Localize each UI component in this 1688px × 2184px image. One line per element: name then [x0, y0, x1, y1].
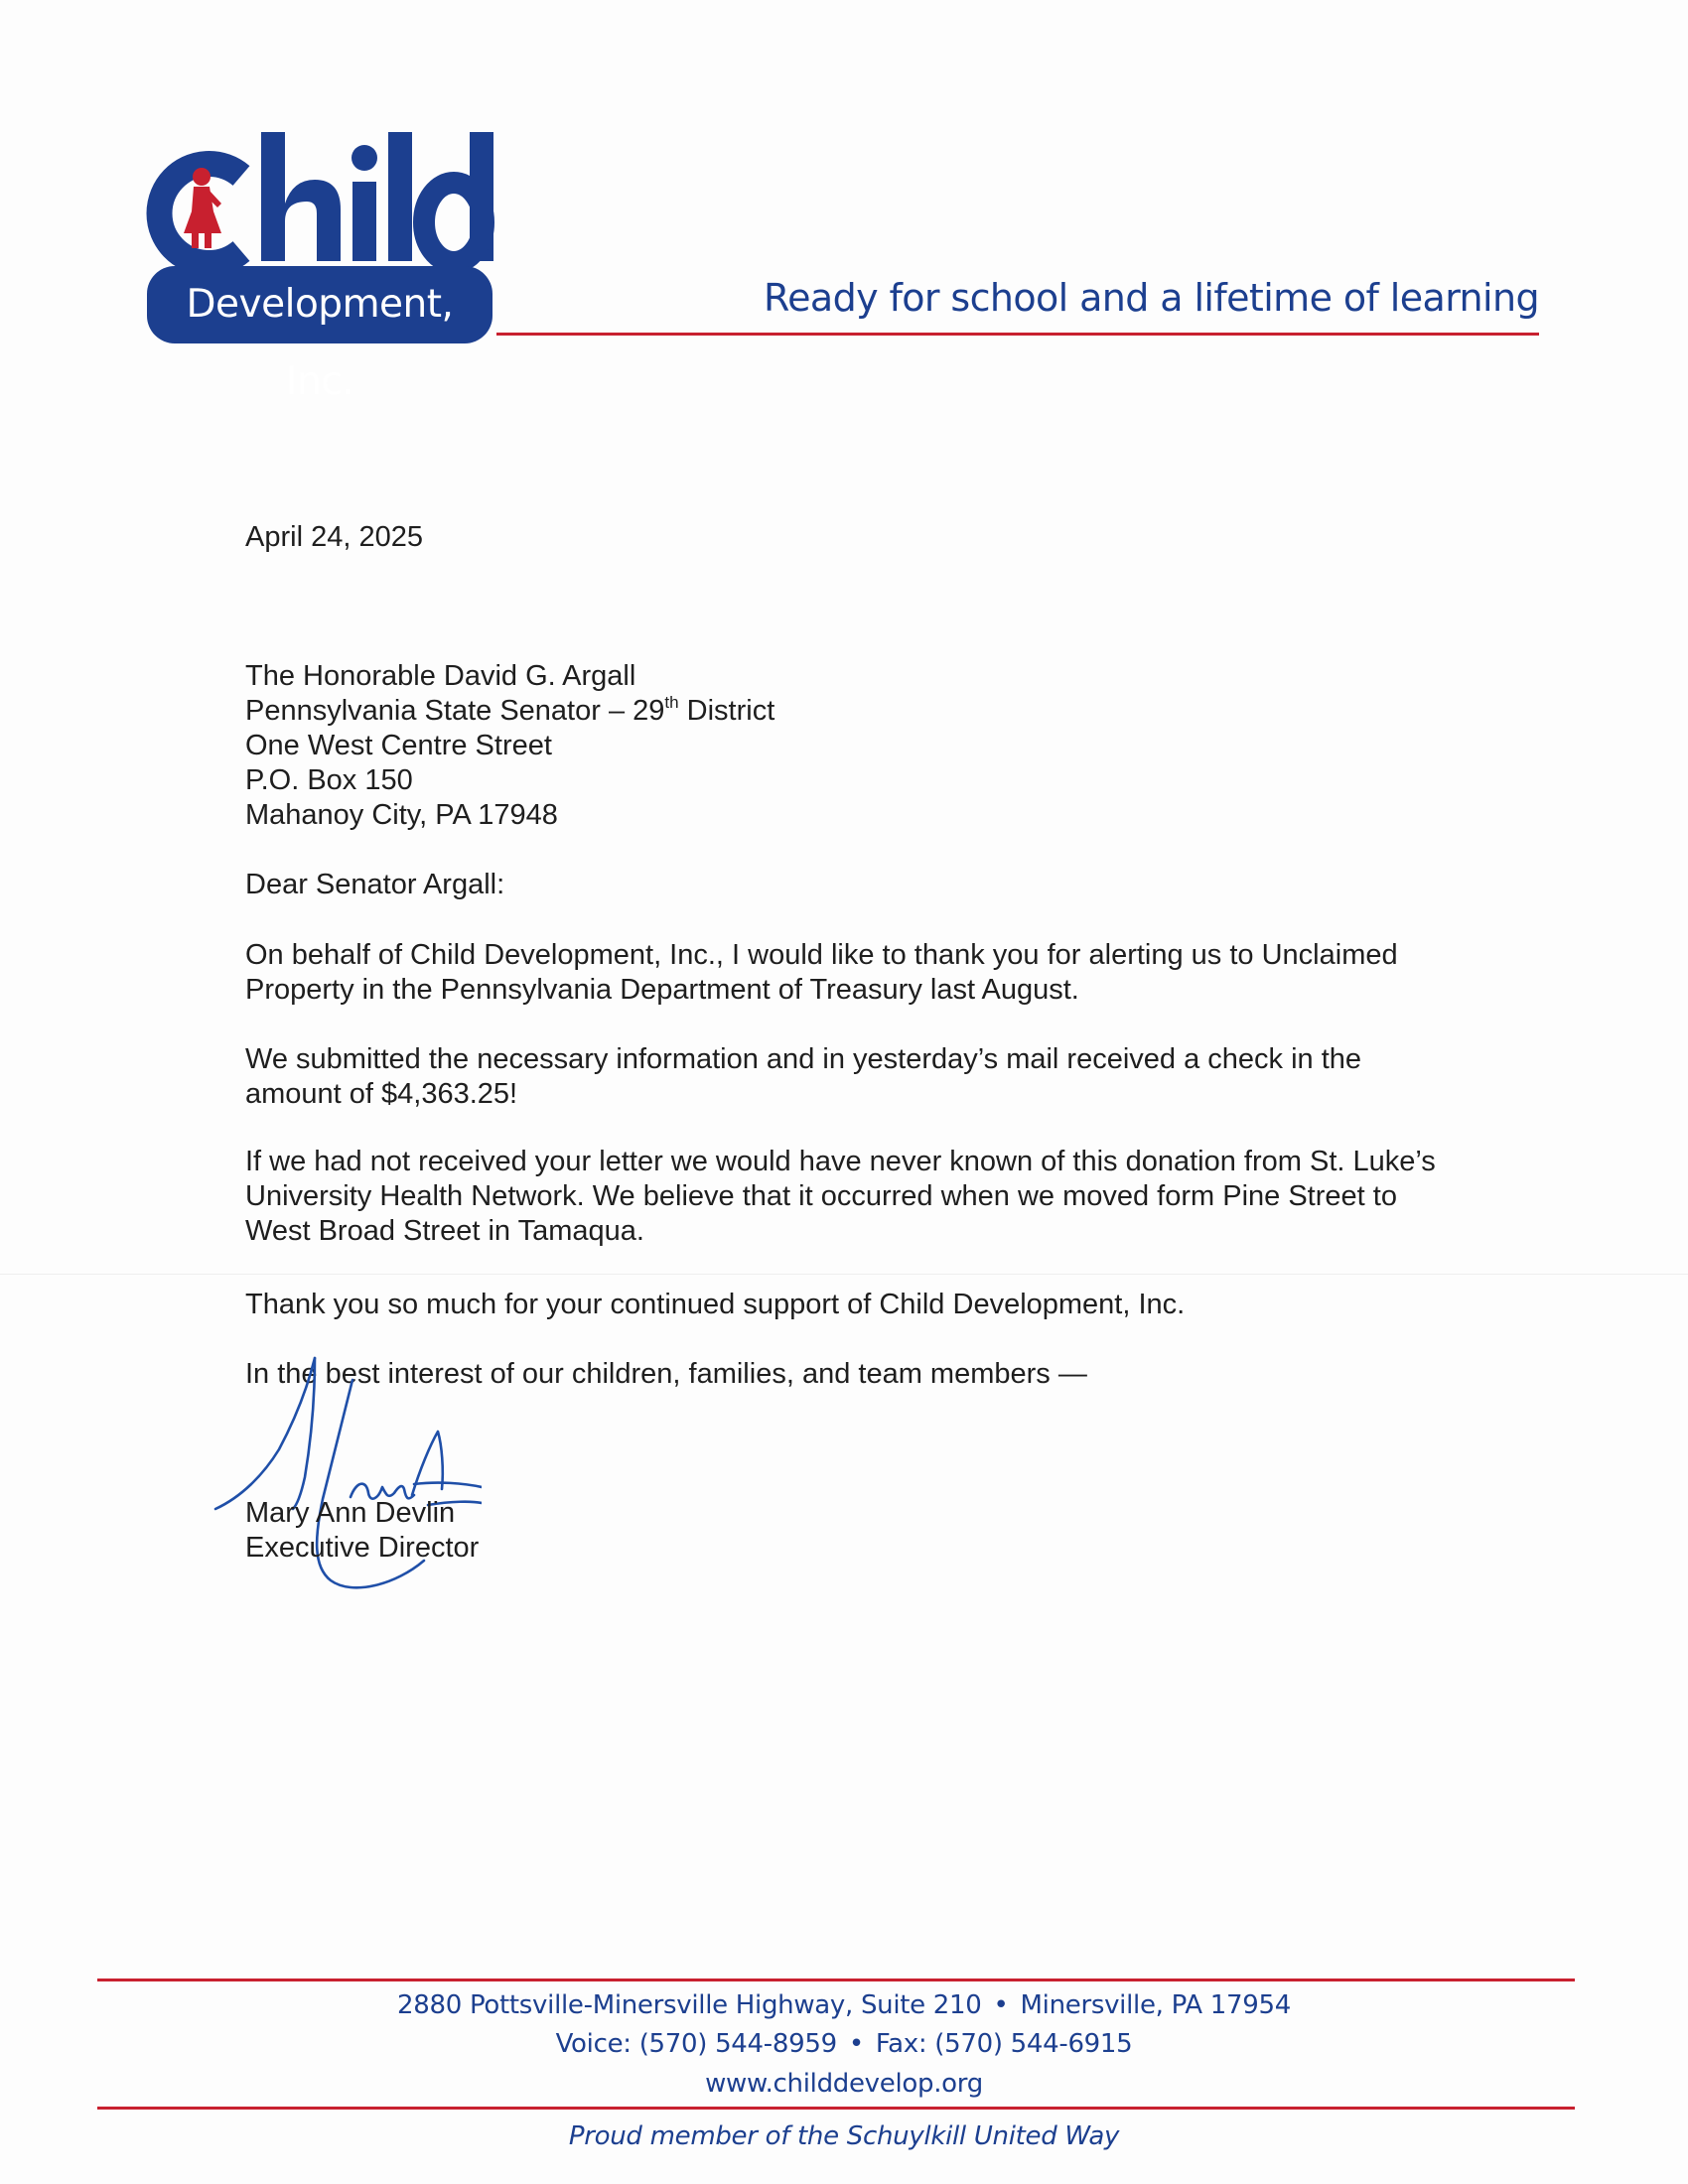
- signer-name: Mary Ann Devlin: [245, 1497, 456, 1529]
- scan-artifact-line: [0, 1274, 1688, 1275]
- footer-membership: Proud member of the Schuylkill United Way: [568, 2121, 1120, 2151]
- salutation: Dear Senator Argall:: [245, 869, 505, 900]
- signer-title: Executive Director: [245, 1532, 480, 1564]
- footer-address: [0, 1987, 1688, 2023]
- footer-phone: [0, 2026, 1688, 2062]
- footer-website: www.childdevelop.org: [705, 2069, 983, 2099]
- paragraph-donation: If we had not received your letter we would have never known of this donation from St. Luke’s University Health Network. We believe that it occurred when we moved form Pine Street to West Broad Street in Tamaqua.: [245, 1146, 1436, 1247]
- paragraph-check: We submitted the necessary information and in yesterday’s mail received a check in the amount of $4,363.25!: [245, 1043, 1362, 1110]
- recipient-title: [245, 694, 1457, 729]
- header-divider: [496, 333, 1539, 336]
- recipient-name: The Honorable David G. Argall: [245, 660, 636, 692]
- logo-subtitle: Development, Inc.: [147, 266, 492, 343]
- tagline: Ready for school and a lifetime of learning: [764, 276, 1539, 320]
- recipient-title-prefix: Pennsylvania State Senator – 29: [245, 695, 665, 727]
- recipient-po-box: P.O. Box 150: [245, 764, 413, 796]
- recipient-title-rest: District: [678, 695, 775, 727]
- footer-separator: •: [848, 2029, 864, 2059]
- recipient-address: [245, 659, 1457, 833]
- footer-divider-top: [97, 1979, 1575, 1981]
- recipient-city: Mahanoy City, PA 17948: [245, 799, 558, 831]
- footer-address-city: Minersville, PA 17954: [1020, 1990, 1291, 2020]
- handwritten-signature: [204, 1350, 482, 1618]
- recipient-title-ordinal: th: [664, 693, 679, 712]
- recipient-street: One West Centre Street: [245, 730, 552, 761]
- logo-wordmark: [144, 124, 501, 273]
- footer-voice: Voice: (570) 544-8959: [555, 2029, 837, 2059]
- organization-logo: [144, 124, 501, 404]
- footer-separator: •: [993, 1990, 1009, 2020]
- letter-date: April 24, 2025: [245, 521, 423, 553]
- paragraph-thanks: On behalf of Child Development, Inc., I would like to thank you for alerting us to Unclaimed Property in the Pennsylvania Department of Treasury last August.: [245, 939, 1398, 1006]
- footer-fax: Fax: (570) 544-6915: [875, 2029, 1133, 2059]
- footer-divider-bottom: [97, 2107, 1575, 2110]
- closing-line: In the best interest of our children, families, and team members —: [245, 1358, 1087, 1390]
- paragraph-support: Thank you so much for your continued support of Child Development, Inc.: [245, 1289, 1186, 1320]
- footer-address-street: 2880 Pottsville-Minersville Highway, Suite 210: [397, 1990, 982, 2020]
